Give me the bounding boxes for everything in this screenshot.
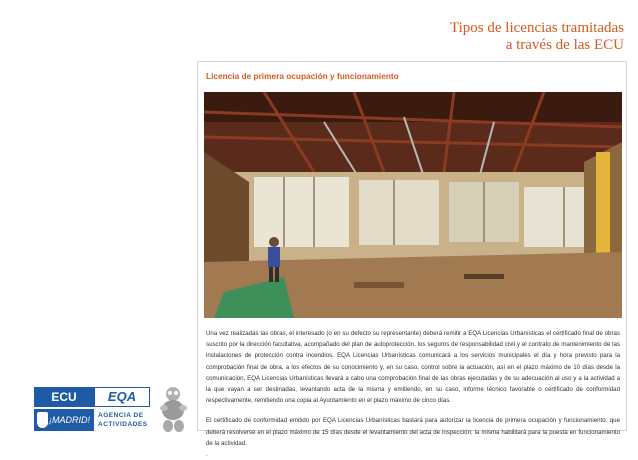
page-title-line-2: a través de las ECU xyxy=(505,37,624,53)
paragraph-1: Una vez realizadas las obras, el interesado (o en su defecto su representante) deberá remitir a EQA Licencias Urbanísticas el certificado final de obras suscrito por la dirección facultativa, acompañado del plan de autoprotección, los seguros de responsabilidad civil y el contrato de mantenimiento de las instalaciones de protección contra incendios. EQA Licencias Urbanísticas comunicará a los servicios municipales el día y hora previsto para la comprobación final de obra, a los efectos de su conocimiento y, en su caso, control sobre la actuación, así en el plazo máximo de 10 días desde la comunicación, EQA Licencias Urbanísticas llevará a cabo una comprobación final de las obras ejecutadas y de su adecuación al uso y a la actividad a la que vayan a ser destinadas, levantando acta de la misma y emitiendo, en su caso, informe técnico favorable o certificado de conformidad respectivamente, remitiendo una copia al Ayuntamiento en el plazo máximo de cinco días. xyxy=(206,330,620,405)
page-title-line-1: Tipos de licencias tramitadas xyxy=(450,20,624,36)
trailing-dot: . xyxy=(206,451,208,459)
content-card xyxy=(197,61,627,459)
logo-block xyxy=(34,387,154,435)
mascot-icon xyxy=(156,386,190,434)
construction-photo xyxy=(204,92,622,318)
agencia-line-1: AGENCIA DE xyxy=(98,412,144,419)
ecu-logo: ECU xyxy=(34,387,94,407)
eqa-logo: EQA xyxy=(94,387,150,407)
madrid-logo xyxy=(34,409,94,431)
page-title xyxy=(324,20,624,54)
section-heading: Licencia de primera ocupación y funcionamiento xyxy=(206,71,399,81)
paragraph-2: El certificado de conformidad emitido por EQA Licencias Urbanísticas bastará para autorizar la licencia de primera ocupación y funcionamiento, que deberá resolverse en el plazo máximo de 15 días desde el levantamiento del acta de inspección; la misma habilitará para la puesta en funcionamiento de la actividad. xyxy=(206,417,620,447)
madrid-shield-icon xyxy=(37,412,48,428)
agencia-line-2: ACTIVIDADES xyxy=(98,421,148,428)
agencia-logo xyxy=(94,409,150,431)
madrid-logo-text: ¡MADRID! xyxy=(49,415,90,425)
body-text xyxy=(206,328,620,460)
